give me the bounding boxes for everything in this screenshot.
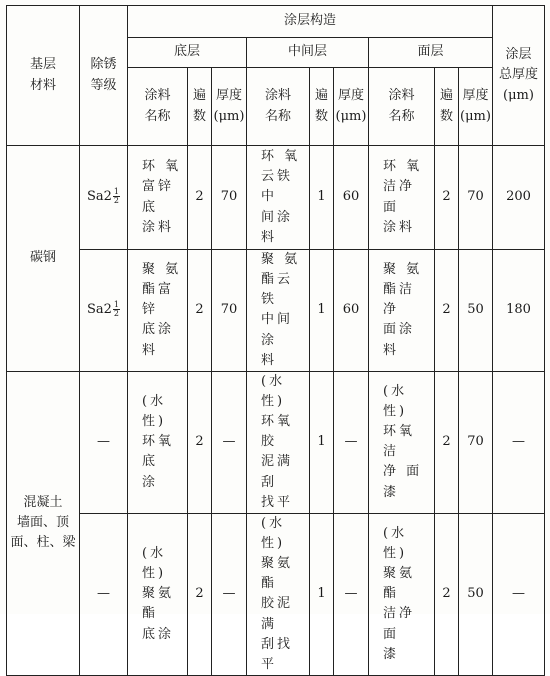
grade-denominator: 2	[113, 196, 120, 206]
header-base-material: 基层 材料	[7, 6, 80, 146]
grade-fraction	[113, 301, 120, 318]
material-carbon-steel: 碳钢	[7, 146, 80, 372]
derust-grade-cell: —	[80, 371, 128, 513]
top-coats: 2	[435, 250, 459, 372]
mid-thickness: 60	[334, 146, 369, 250]
table-row	[7, 146, 545, 250]
header-primer: 底层	[128, 38, 247, 68]
mid-name: (水性) 环氧胶 泥满刮 找平	[247, 371, 310, 513]
grade-denominator: 2	[113, 309, 120, 319]
material-concrete: 混凝土 墙面、顶 面、柱、梁	[7, 371, 80, 675]
total-thickness: —	[493, 513, 545, 675]
derust-grade-cell: —	[80, 513, 128, 675]
mid-thickness: —	[334, 513, 369, 675]
header-primer-coats: 遍 数	[188, 68, 212, 146]
primer-name: (水性) 环氧底 涂	[128, 371, 188, 513]
top-name: (水性) 环氧洁 净 面 漆	[369, 371, 435, 513]
derust-grade-cell	[80, 250, 128, 372]
header-primer-thickness: 厚度 (μm)	[212, 68, 247, 146]
mid-coats: 1	[310, 513, 334, 675]
grade-base: Sa2	[86, 302, 112, 318]
header-row-1	[7, 6, 545, 38]
top-thickness: 50	[459, 513, 493, 675]
mid-name: (水性) 聚氨酯 胶泥满 刮找平	[247, 513, 310, 675]
total-thickness: —	[493, 371, 545, 513]
primer-thickness: —	[212, 371, 247, 513]
table-row	[7, 250, 545, 372]
mid-coats: 1	[310, 371, 334, 513]
primer-thickness: 70	[212, 250, 247, 372]
derust-grade-cell	[80, 146, 128, 250]
top-name: 聚 氨 酯洁净 面涂料	[369, 250, 435, 372]
top-coats: 2	[435, 146, 459, 250]
header-top-paint-name: 涂料 名称	[369, 68, 435, 146]
primer-name: 聚 氨 酯富锌 底涂料	[128, 250, 188, 372]
top-thickness: 70	[459, 146, 493, 250]
top-name: (水性) 聚氨酯 洁净面 漆	[369, 513, 435, 675]
grade-base: Sa2	[86, 189, 112, 205]
primer-thickness: —	[212, 513, 247, 675]
table-row	[7, 371, 545, 513]
header-top-thickness: 厚度 (μm)	[459, 68, 493, 146]
table-row	[7, 513, 545, 675]
header-mid-paint-name: 涂料 名称	[247, 68, 310, 146]
total-thickness: 180	[493, 250, 545, 372]
primer-coats: 2	[188, 250, 212, 372]
primer-coats: 2	[188, 146, 212, 250]
grade-fraction	[113, 188, 120, 205]
header-primer-paint-name: 涂料 名称	[128, 68, 188, 146]
primer-coats: 2	[188, 371, 212, 513]
grade-numerator: 1	[113, 300, 120, 310]
mid-name: 聚 氨 酯云铁 中间涂 料	[247, 250, 310, 372]
mid-coats: 1	[310, 146, 334, 250]
primer-name: 环 氧 富锌底 涂料	[128, 146, 188, 250]
mid-name: 环 氧 云铁中 间涂料	[247, 146, 310, 250]
header-top-coats: 遍 数	[435, 68, 459, 146]
header-mid-coats: 遍 数	[310, 68, 334, 146]
top-thickness: 50	[459, 250, 493, 372]
header-derust-grade: 除锈 等级	[80, 6, 128, 146]
header-intermediate: 中间层	[247, 38, 369, 68]
header-coating-structure: 涂层构造	[128, 6, 493, 38]
primer-coats: 2	[188, 513, 212, 675]
grade-numerator: 1	[113, 187, 120, 197]
total-thickness: 200	[493, 146, 545, 250]
top-coats: 2	[435, 371, 459, 513]
mid-coats: 1	[310, 250, 334, 372]
primer-thickness: 70	[212, 146, 247, 250]
top-thickness: 70	[459, 371, 493, 513]
primer-name: (水性) 聚氨酯 底涂	[128, 513, 188, 675]
top-coats: 2	[435, 513, 459, 675]
header-total-thickness: 涂层 总厚度 (μm)	[493, 6, 545, 146]
coating-spec-table	[6, 5, 545, 676]
mid-thickness: 60	[334, 250, 369, 372]
header-topcoat: 面层	[369, 38, 493, 68]
header-mid-thickness: 厚度 (μm)	[334, 68, 369, 146]
mid-thickness: —	[334, 371, 369, 513]
top-name: 环 氧 洁净面 涂料	[369, 146, 435, 250]
